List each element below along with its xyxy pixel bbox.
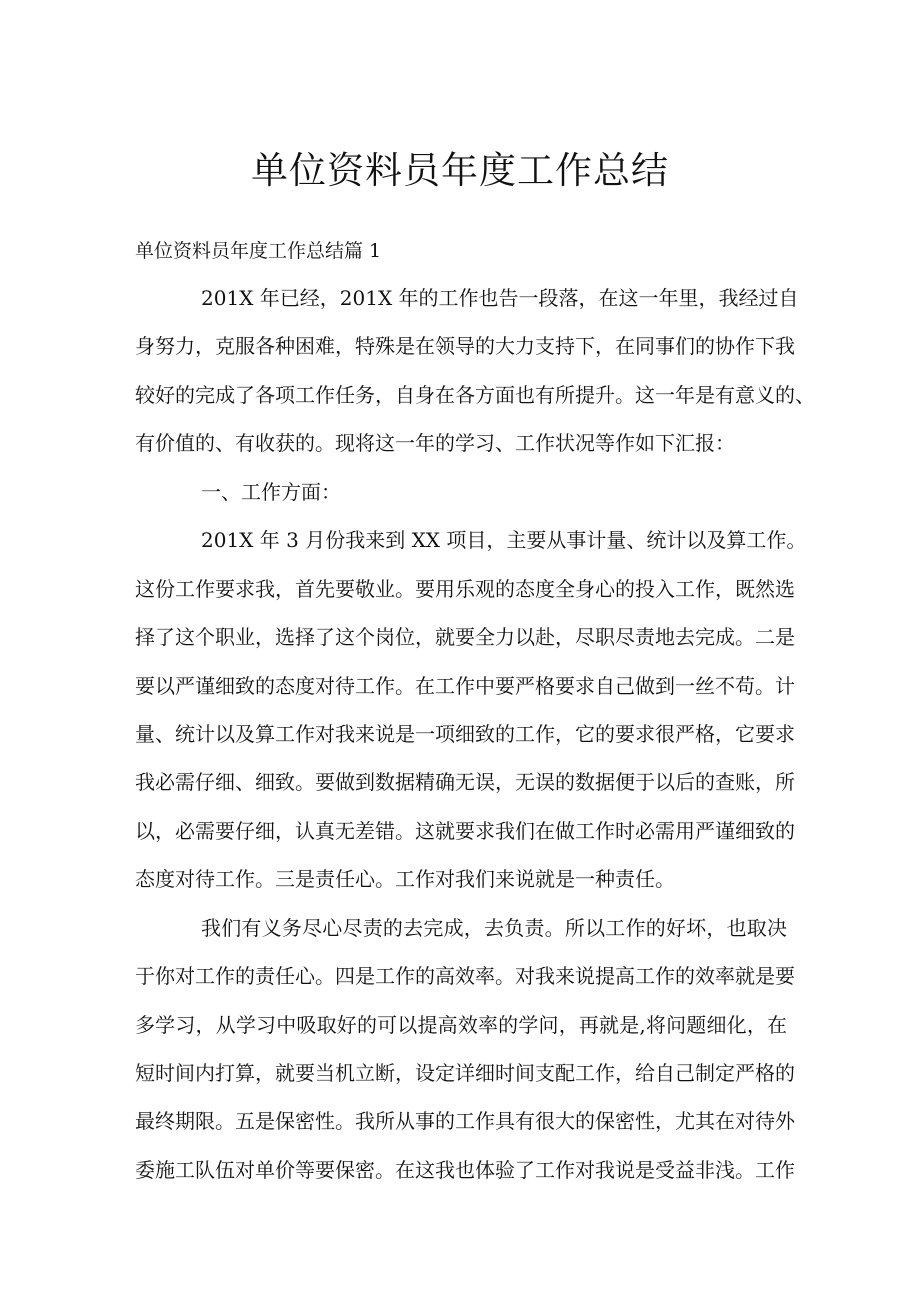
text-line [135, 476, 787, 524]
text-line [135, 1154, 795, 1202]
text-line [135, 912, 787, 960]
text-line-content: 择了这个职业，选择了这个岗位，就要全力以赴，尽职尽责地去完成。二是 [135, 625, 795, 650]
document-title: 单位资料员年度工作总结 [251, 149, 669, 192]
text-line-content: 态度对待工作。三是责任心。工作对我们来说就是一种责任。 [135, 867, 675, 892]
text-line [135, 379, 815, 427]
text-line-content: 有价值的、有收获的。现将这一年的学习、工作状况等作如下汇报： [135, 431, 735, 456]
text-line [135, 621, 795, 669]
text-line [135, 573, 795, 621]
text-line [135, 670, 795, 718]
text-line [135, 1057, 795, 1105]
text-line-content: 要以严谨细致的态度对待工作。在工作中要严格要求自己做到一丝不苟。计 [135, 673, 795, 698]
text-line [135, 766, 795, 814]
text-line-content: 短时间内打算，就要当机立断，设定详细时间支配工作，给自己制定严格的 [135, 1061, 795, 1085]
text-line-content: 201X 年已经，201X 年的工作也告一段落，在这一年里，我经过自 [201, 286, 799, 310]
text-line-content: 较好的完成了各项工作任务，自身在各方面也有所提升。这一年是有意义的、 [135, 382, 815, 407]
text-line-content: 多学习，从学习中吸取好的可以提高效率的学问，再就是,将问题细化，在 [135, 1012, 787, 1037]
text-line [135, 1009, 787, 1057]
body-text [135, 282, 815, 1202]
text-line [135, 718, 795, 766]
text-line [135, 815, 795, 863]
text-line [135, 863, 787, 911]
text-line-content: 这份工作要求我，首先要敬业。要用乐观的态度全身心的投入工作，既然选 [135, 576, 795, 601]
text-line-content: 我必需仔细、细致。要做到数据精确无误，无误的数据便于以后的查账，所 [135, 770, 795, 795]
text-line [135, 960, 795, 1008]
text-line-content: 以，必需要仔细，认真无差错。这就要求我们在做工作时必需用严谨细致的 [135, 818, 795, 843]
text-line-content: 一、工作方面： [201, 479, 341, 504]
text-line-content: 委施工队伍对单价等要保密。在这我也体验了工作对我说是受益非浅。工作 [135, 1157, 795, 1182]
text-line [135, 282, 799, 330]
text-line [135, 1105, 795, 1153]
text-line-content: 最终期限。五是保密性。我所从事的工作具有很大的保密性，尤其在对待外 [135, 1109, 795, 1134]
section-subtitle: 单位资料员年度工作总结篇 1 [135, 240, 382, 262]
text-line-content: 我们有义务尽心尽责的去完成，去负责。所以工作的好坏，也取决 [201, 915, 787, 940]
text-line-content: 身努力，克服各种困难，特殊是在领导的大力支持下，在同事们的协作下我 [135, 334, 795, 359]
text-line-content: 于你对工作的责任心。四是工作的高效率。对我来说提高工作的效率就是要 [135, 964, 795, 989]
text-line [135, 427, 787, 475]
text-line-content: 201X 年 3 月份我来到 XX 项目，主要从事计量、统计以及算工作。 [201, 528, 807, 553]
text-line [135, 524, 807, 572]
text-line [135, 330, 795, 378]
text-line-content: 量、统计以及算工作对我来说是一项细致的工作，它的要求很严格，它要求 [135, 721, 795, 746]
